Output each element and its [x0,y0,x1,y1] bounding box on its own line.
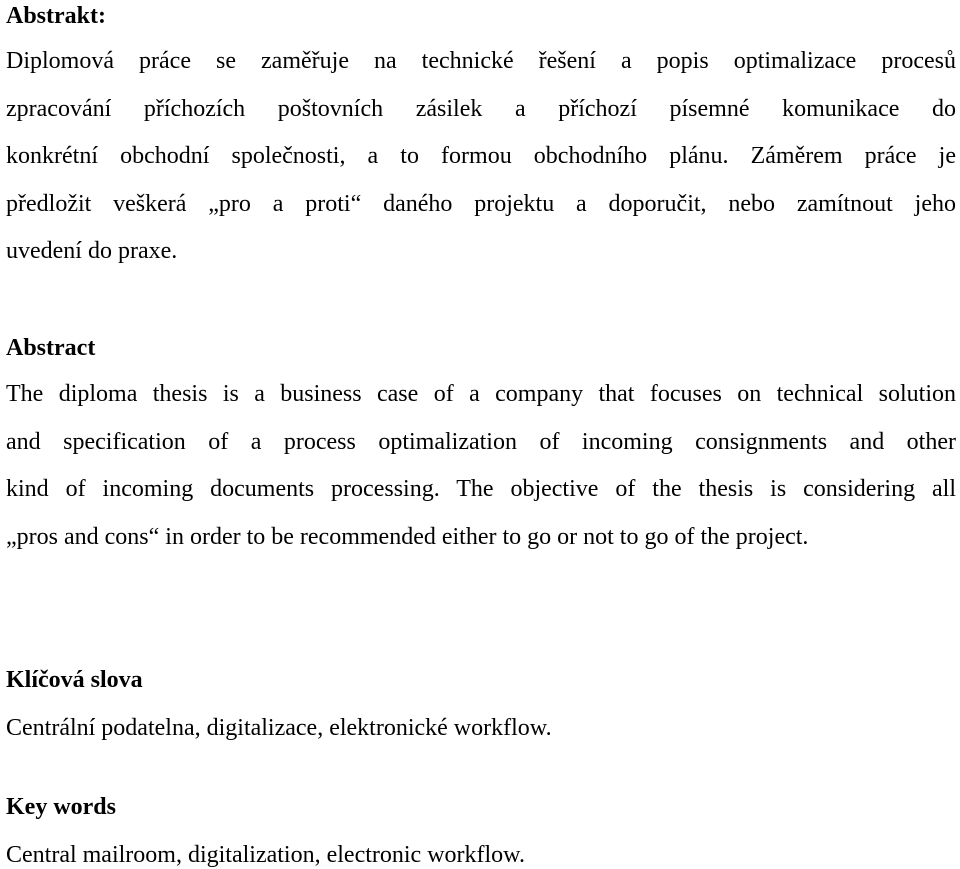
abstrakt-heading: Abstrakt: [6,3,106,29]
abstract-line: kind of incoming documents processing. The objective of the thesis is considering all [6,476,956,503]
abstrakt-line: Diplomová práce se zaměřuje na technické řešení a popis optimalizace procesů [6,48,956,74]
abstract-paragraph [6,371,956,561]
abstract-line: The diploma thesis is a business case of a company that focuses on technical solution [6,381,956,407]
klicova-slova-heading: Klíčová slova [6,667,143,693]
klicova-slova-text: Centrální podatelna, digitalizace, elektronické workflow. [6,715,552,741]
key-words-heading: Key words [6,794,116,820]
abstrakt-line: konkrétní obchodní společnosti, a to formou obchodního plánu. Záměrem práce je [6,143,956,170]
abstract-heading: Abstract [6,335,96,361]
abstract-line: and specification of a process optimalization of incoming consignments and other [6,428,956,455]
abstrakt-paragraph [6,38,956,276]
abstrakt-line: předložit veškerá „pro a proti“ daného projektu a doporučit, nebo zamítnout jeho [6,190,956,217]
key-words-text: Central mailroom, digitalization, electronic workflow. [6,842,525,868]
abstract-line: „pros and cons“ in order to be recommended either to go or not to go of the project. [6,523,809,550]
abstrakt-line: zpracování příchozích poštovních zásilek a příchozí písemné komunikace do [6,95,956,122]
abstrakt-line: uvedení do praxe. [6,238,178,265]
